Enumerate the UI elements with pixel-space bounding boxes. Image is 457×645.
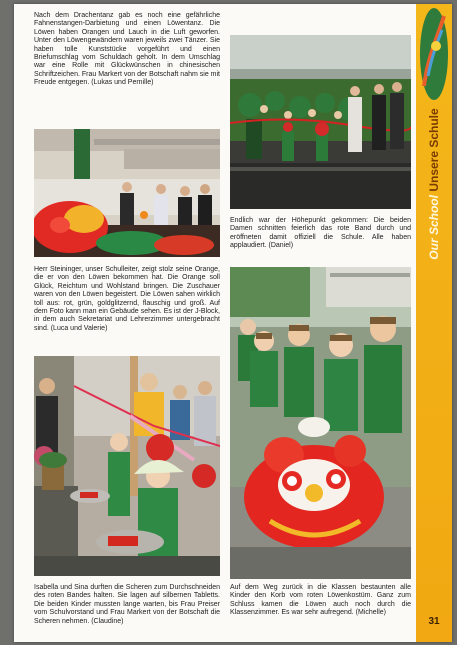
paragraph-scissors: Isabella und Sina durften die Scheren zum Durchschneiden des roten Bandes halten. Sie lagen auf silbernen Tabletts. Die beiden Kinder mussten lange warten, bis Frau Preiser vom Schulvorstand und Frau Markert von der Botschaft die Scheren nehmen. (Claudine) [34,584,220,625]
photo-children-with-lion [230,267,411,579]
section-title-de: Unsere Schule [427,108,441,192]
page-number: 31 [428,616,440,627]
magazine-page [14,4,452,642]
paragraph-way-back: Auf dem Weg zurück in die Klassen bestaunten alle Kinder den Korb vom roten Löwenkostüm. Ganz zum Schluss kamen die Löwen auch noch durch die Klassenzimmer. Es war sehr aufregend. (Michelle) [230,584,411,617]
section-sidebar [416,4,452,642]
sidebar-logo [418,6,450,102]
paragraph-dragon-dance: Nach dem Drachentanz gab es noch eine gefährliche Fahnenstangen-Darbietung und einen Löwentanz. Die Löwen haben Orangen und Lauch in die Luft geworfen. Unter den Löwengewändern waren jeweils zwei Tänzer. Sie haben tolle Kunststücke vorgeführt und einen Briefumschlag vom Schuldach geholt. In dem Umschlag war eine Rolle mit Glückwünschen in chinesischen Schriftzeichen. Frau Markert von der Botschaft nahm sie mit Freude entgegen. (Lukas und Pernille) [34,12,220,87]
section-title-en: Our School [427,195,441,260]
paragraph-ribbon-cut: Endlich war der Höhepunkt gekommen: Die beiden Damen schnitten feierlich das rote Band durch und eröffneten damit offiziell die Schule. Alle haben applaudiert. (Daniel) [230,217,411,250]
photo-principal-with-lion [34,129,220,257]
photo-girls-with-scissors [34,356,220,576]
photo-ribbon-cutting [230,35,411,209]
paragraph-principal: Herr Steininger, unser Schulleiter, zeigt stolz seine Orange, die er von den Löwen bekommen hat. Die Orange soll Glück, Reichtum und Wohlstand bringen. Die Zuschauer waren von den Löwen begeistert. Die Löwen sahen wirklich toll aus: rot, grün, goldglitzernd, flauschig und groß. Auf dem Foto kann man ein Gebäude sehen. Es ist der J-Block, in dem auch Sekretariat und Lehrerzimmer untergebracht sind. (Luca und Valerie) [34,266,220,332]
section-title [427,108,441,259]
